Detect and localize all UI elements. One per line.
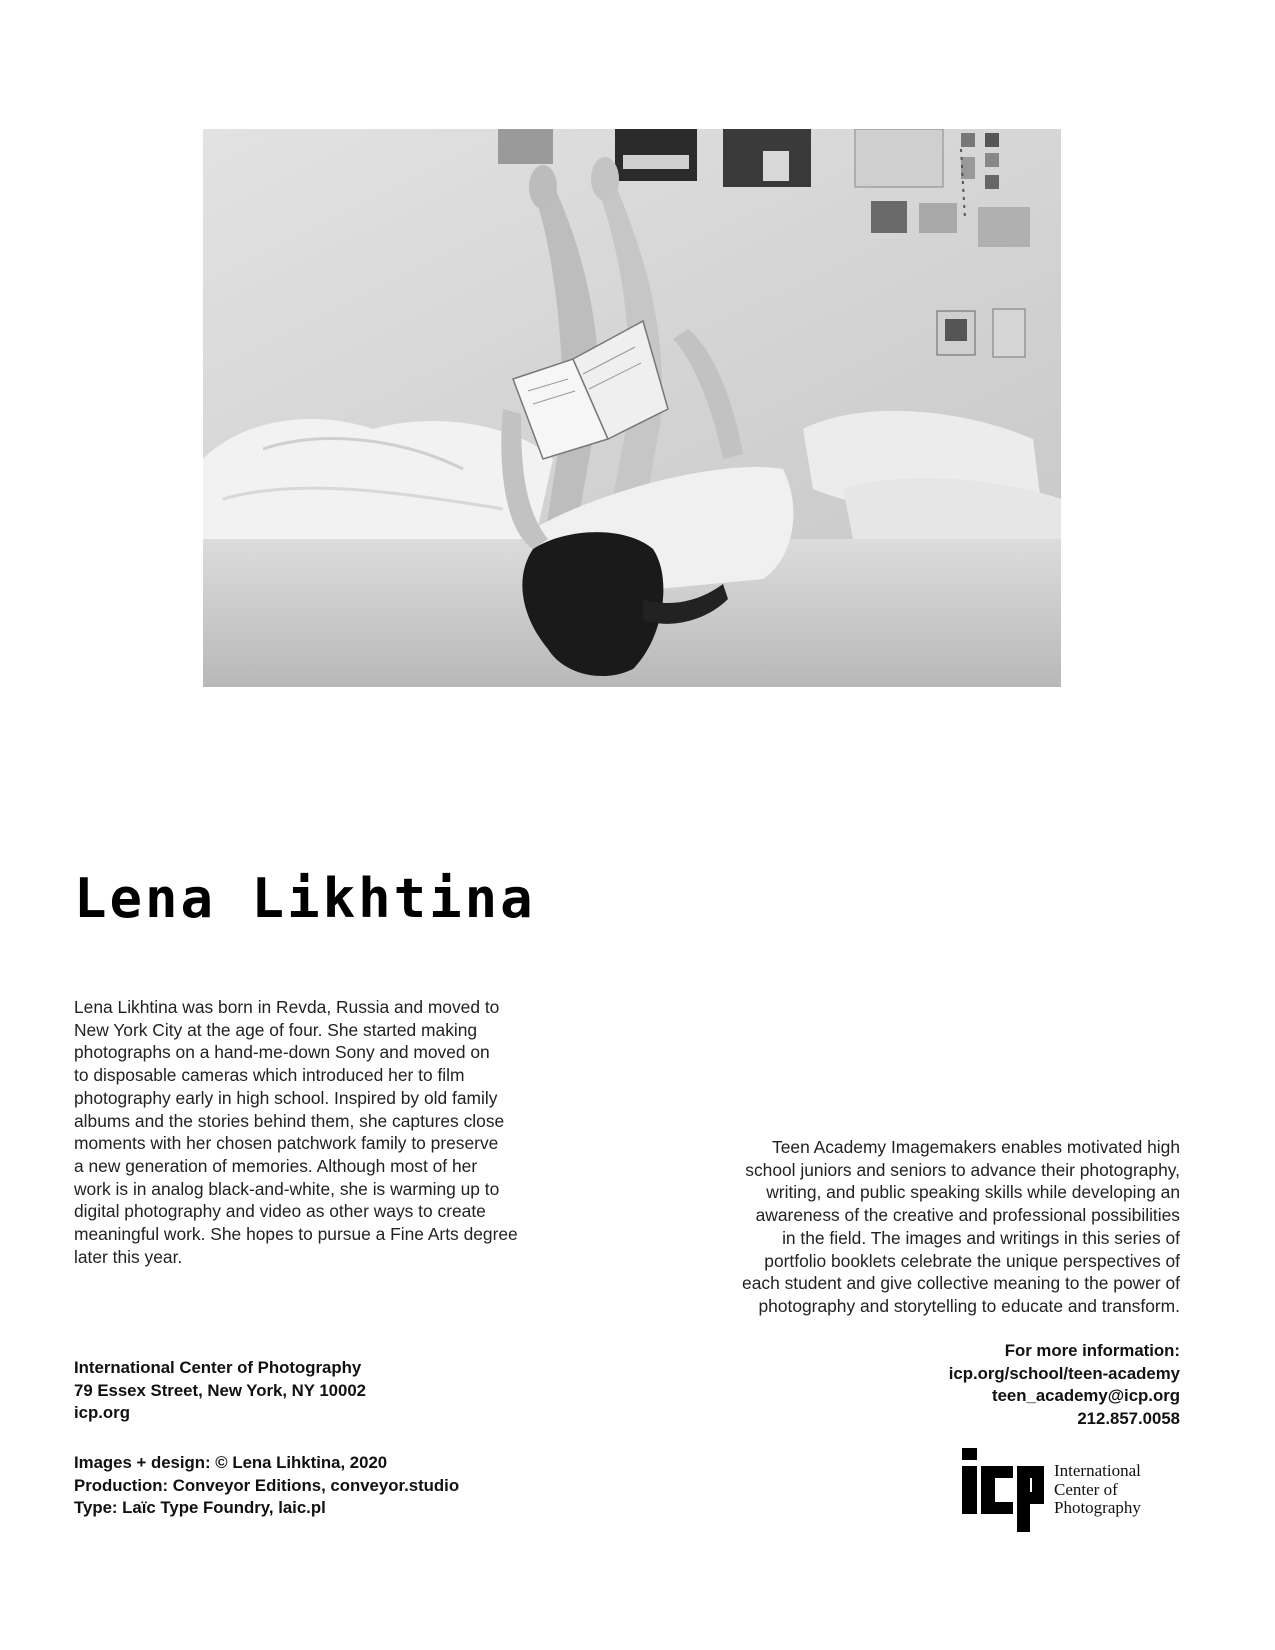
photograph <box>203 129 1061 687</box>
bio-line: photography early in high school. Inspired by old family <box>74 1087 498 1108</box>
icp-logo <box>962 1448 1192 1532</box>
bio-line: photographs on a hand-me-down Sony and moved on <box>74 1042 490 1063</box>
credits <box>74 1452 459 1520</box>
contact-url[interactable]: icp.org/school/teen-academy <box>948 1363 1180 1383</box>
program-line: school juniors and seniors to advance their photography, <box>745 1159 1180 1180</box>
bio-line: later this year. <box>74 1246 183 1267</box>
credit-images: Images + design: © Lena Lihktina, 2020 <box>74 1453 388 1472</box>
bio-line: New York City at the age of four. She started making <box>74 1019 478 1040</box>
program-line: photography and storytelling to educate and transform. <box>758 1295 1180 1316</box>
bio-line: to disposable cameras which introduced her to film <box>74 1065 465 1086</box>
program-line: Teen Academy Imagemakers enables motivated high <box>772 1137 1180 1157</box>
program-line: awareness of the creative and professional possibilities <box>755 1205 1180 1226</box>
bio-line: Lena Likhtina was born in Revda, Russia and moved to <box>74 997 500 1017</box>
contact-heading: For more information: <box>1004 1341 1180 1360</box>
bio-line: meaningful work. She hopes to pursue a Fine Arts degree <box>74 1224 518 1245</box>
bio-line: digital photography and video as other ways to create <box>74 1201 486 1222</box>
artist-bio <box>74 996 552 1268</box>
logo-wordmark <box>1054 1462 1141 1518</box>
organization-site[interactable]: icp.org <box>74 1403 130 1423</box>
artist-name: Lena Likhtina <box>74 867 536 930</box>
contact-phone: 212.857.0058 <box>1077 1409 1180 1429</box>
contact-info <box>949 1340 1180 1431</box>
street-address: 79 Essex Street, New York, NY 10002 <box>74 1380 366 1400</box>
credit-production: Production: Conveyor Editions, conveyor.studio <box>74 1475 460 1495</box>
program-line: each student and give collective meaning to the power of <box>742 1273 1180 1294</box>
program-line: portfolio booklets celebrate the unique perspectives of <box>764 1250 1180 1271</box>
bio-line: moments with her chosen patchwork family to preserve <box>74 1133 499 1154</box>
bio-line: work is in analog black-and-white, she is warming up to <box>74 1178 500 1199</box>
contact-email[interactable]: teen_academy@icp.org <box>992 1386 1180 1406</box>
program-description <box>660 1136 1180 1318</box>
logo-line: Photography <box>1054 1498 1141 1517</box>
bio-line: albums and the stories behind them, she captures close <box>74 1110 505 1131</box>
credit-type: Type: Laïc Type Foundry, laic.pl <box>74 1498 326 1518</box>
logo-line: Center of <box>1054 1479 1118 1499</box>
organization-address <box>74 1357 366 1425</box>
bio-line: a new generation of memories. Although most of her <box>74 1155 478 1176</box>
organization-name: International Center of Photography <box>74 1358 362 1377</box>
icp-logo-icon <box>962 1448 1044 1532</box>
program-line: writing, and public speaking skills while developing an <box>766 1182 1180 1203</box>
photograph-girl-reading-on-bed <box>203 129 1061 687</box>
logo-line: International <box>1054 1461 1141 1480</box>
program-line: in the field. The images and writings in this series of <box>782 1227 1180 1248</box>
